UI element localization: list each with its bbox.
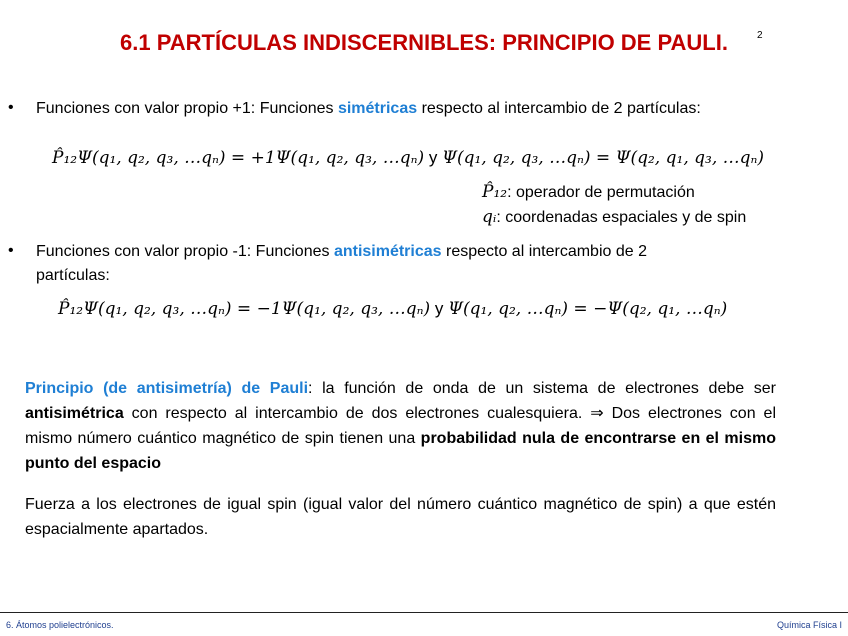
paragraph-spin: Fuerza a los electrones de igual spin (igual valor del número cuántico magnético de spin) a que estén espacialmente apartados.: [25, 496, 776, 538]
note2-text: : coordenadas espaciales y de spin: [496, 209, 747, 226]
bullet1-text: [36, 98, 701, 120]
eq2-joiner: y: [430, 299, 449, 318]
pauli-principle: [25, 376, 776, 476]
bullet2-line2: partículas:: [36, 267, 110, 284]
bullet-icon: •: [8, 242, 14, 259]
bullet1-highlight: simétricas: [337, 100, 418, 117]
page-title: 6.1 PARTÍCULAS INDISCERNIBLES: PRINCIPIO DE PAULI.: [120, 30, 728, 55]
pauli-bold1: antisimétrica: [25, 405, 124, 422]
note2-symbol: qᵢ: [482, 207, 497, 227]
page-number: 2: [757, 30, 763, 41]
pauli-bold2: probabilidad nula de encontrarse en el mismo punto del espacio: [25, 430, 776, 472]
bullet2-highlight: antisimétricas: [333, 243, 442, 260]
bullet2-post: respecto al intercambio de 2: [441, 243, 647, 260]
pauli-text1: : la función de onda de un sistema de electrones debe ser: [308, 380, 777, 397]
footer-right: Química Física I: [776, 620, 842, 630]
pauli-text2: con respecto al intercambio de dos electrones cualesquiera. ⇒ Dos electrones con el mismo número cuántico magnético de spin tienen una: [25, 405, 776, 447]
bullet1-post: respecto al intercambio de 2 partículas:: [417, 100, 701, 117]
footer-left: 6. Átomos polielectrónicos.: [6, 620, 114, 630]
footer-divider: [0, 612, 848, 613]
equation-symmetric: [52, 148, 764, 168]
eq1-joiner: y: [424, 148, 443, 167]
note-permutation: [482, 182, 695, 202]
eq2-right: Ψ(q₁, q₂, …qₙ) = −Ψ(q₂, q₁, …qₙ): [448, 299, 728, 319]
eq1-left: P̂₁₂Ψ(q₁, q₂, q₃, …qₙ) = +1Ψ(q₁, q₂, q₃, …qₙ): [52, 148, 425, 168]
eq2-left: P̂₁₂Ψ(q₁, q₂, q₃, …qₙ) = −1Ψ(q₁, q₂, q₃, …qₙ): [58, 299, 431, 319]
eq1-right: Ψ(q₁, q₂, q₃, …qₙ) = Ψ(q₂, q₁, q₃, …qₙ): [442, 148, 765, 168]
note1-text: : operador de permutación: [507, 184, 695, 201]
note-coordinates: [482, 207, 746, 227]
bullet1-pre: Funciones con valor propio +1: Funciones: [36, 100, 338, 117]
bullet2-text: [36, 241, 647, 263]
pauli-highlight: Principio (de antisimetría) de Pauli: [25, 380, 309, 397]
note1-symbol: P̂₁₂: [482, 182, 508, 202]
bullet2-pre: Funciones con valor propio -1: Funciones: [36, 243, 334, 260]
equation-antisymmetric: [58, 299, 727, 319]
bullet-icon: •: [8, 99, 14, 116]
